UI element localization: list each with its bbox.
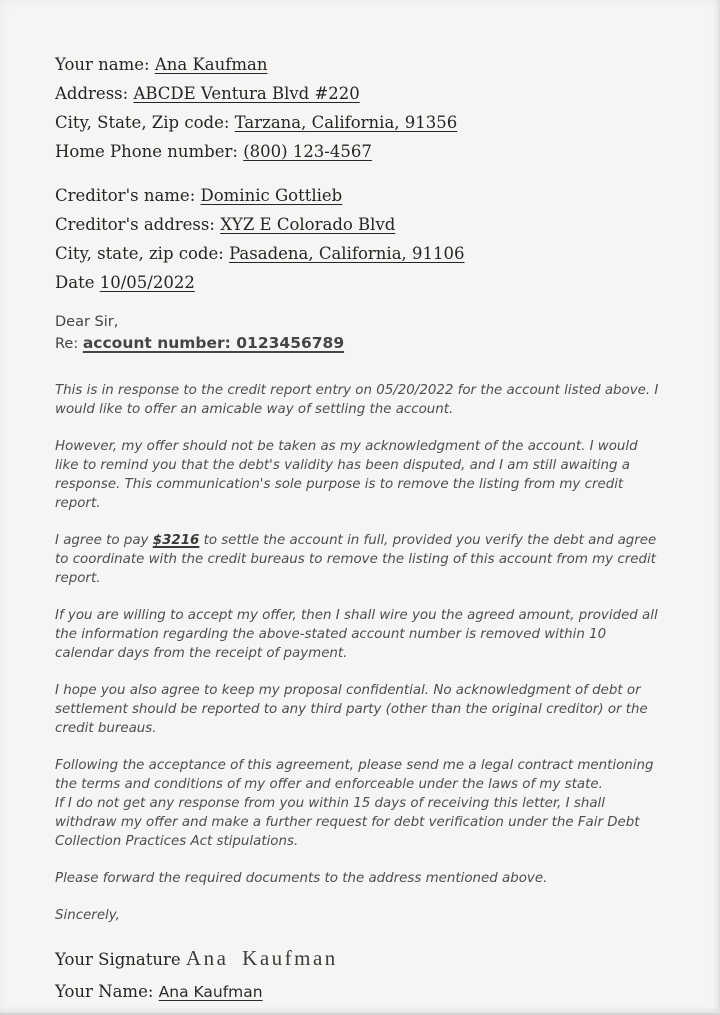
sender-city-label: City, State, Zip code:	[55, 113, 230, 132]
letter-body	[55, 381, 661, 925]
paragraph-wire-terms: If you are willing to accept my offer, then I shall wire you the agreed amount, provided all the information regarding the above-stated account number is removed within 10 calendar days from the receipt of payment.	[55, 608, 658, 661]
sender-phone-line	[55, 137, 661, 166]
offer-amount: $3216	[152, 533, 200, 548]
creditor-city-value: Pasadena, California, 91106	[229, 244, 465, 263]
sender-phone-value: (800) 123-4567	[243, 142, 372, 161]
paragraph-disclaimer: However, my offer should not be taken as my acknowledgment of the account. I would like to remind you that the debt's validity has been disputed, and I am still awaiting a response. This communication's sole purpose is to remove the listing from my credit report.	[55, 439, 638, 511]
creditor-name-label: Creditor's name:	[55, 186, 196, 205]
re-subject: account number: 0123456789	[82, 334, 345, 352]
sender-address-line	[55, 79, 661, 108]
signature-row	[55, 941, 661, 977]
sender-city-value: Tarzana, California, 91356	[234, 113, 458, 132]
date-line	[55, 268, 661, 297]
re-prefix: Re:	[55, 336, 79, 352]
salutation-block	[55, 312, 661, 355]
printed-name-label: Your Name:	[55, 982, 154, 1001]
salutation-line: Dear Sir,	[55, 314, 119, 330]
paragraph-forward-documents: Please forward the required documents to the address mentioned above.	[55, 871, 548, 886]
date-value: 10/05/2022	[99, 273, 195, 292]
sender-name-line	[55, 50, 661, 79]
creditor-info-block	[55, 181, 661, 297]
offer-text-after: to settle the account in full, provided you verify the debt and agree to coordinate with the credit bureaus to remove the listing of this account from my credit report.	[55, 533, 657, 586]
handwritten-signature: Ana Kaufman	[185, 946, 338, 970]
sender-phone-label: Home Phone number:	[55, 142, 238, 161]
creditor-address-line	[55, 210, 661, 239]
paragraph-response: This is in response to the credit report entry on 05/20/2022 for the account listed above. I would like to offer an amicable way of settling the account.	[55, 383, 659, 417]
creditor-address-label: Creditor's address:	[55, 215, 215, 234]
paragraph-confidentiality: I hope you also agree to keep my proposal confidential. No acknowledgment of debt or settlement should be reported to any third party (other than the original creditor) or the credit bureaus.	[55, 683, 648, 736]
offer-text-before: I agree to pay	[55, 533, 153, 548]
contract-sentence: Following the acceptance of this agreement, please send me a legal contract mentioning the terms and conditions of my offer and enforceable under the laws of my state.	[55, 758, 654, 792]
sender-info-block	[55, 50, 661, 166]
printed-name-value: Ana Kaufman	[158, 983, 263, 1001]
creditor-city-label: City, state, zip code:	[55, 244, 224, 263]
creditor-address-value: XYZ E Colorado Blvd	[220, 215, 396, 234]
creditor-city-line	[55, 239, 661, 268]
sender-address-label: Address:	[55, 84, 129, 103]
deadline-sentence: If I do not get any response from you within 15 days of receiving this letter, I shall withdraw my offer and make a further request for debt verification under the Fair Debt Collection Practices Act stipulations.	[55, 796, 640, 849]
closing-line: Sincerely,	[55, 908, 120, 923]
sender-name-label: Your name:	[55, 55, 150, 74]
sender-city-line	[55, 108, 661, 137]
re-line	[55, 333, 661, 355]
sender-address-value: ABCDE Ventura Blvd #220	[133, 84, 360, 103]
date-label: Date	[55, 273, 95, 292]
creditor-name-line	[55, 181, 661, 210]
paragraph-contract-deadline	[55, 756, 661, 851]
paragraph-offer	[55, 531, 661, 588]
creditor-name-value: Dominic Gottlieb	[200, 186, 343, 205]
printed-name-row	[55, 977, 661, 1007]
sender-name-value: Ana Kaufman	[154, 55, 268, 74]
signature-label: Your Signature	[55, 950, 181, 969]
